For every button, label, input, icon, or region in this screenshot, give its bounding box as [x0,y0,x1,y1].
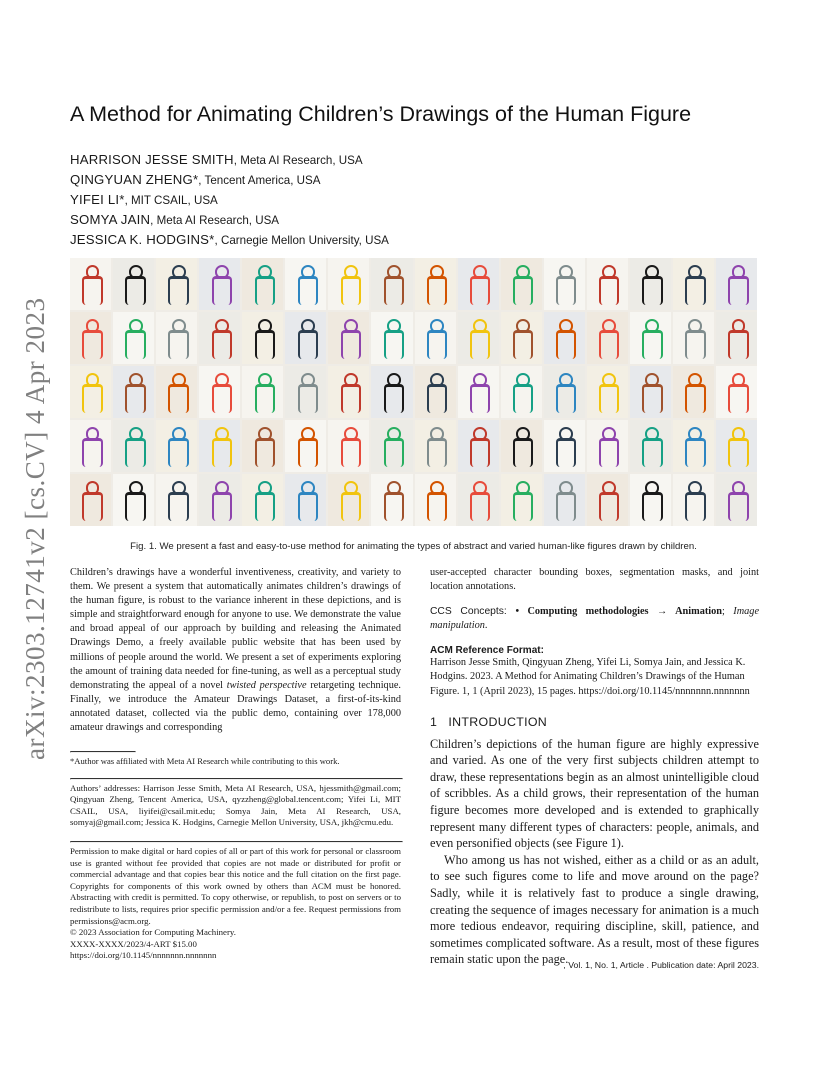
drawing-thumbnail [673,258,714,310]
drawing-thumbnail [501,366,542,418]
drawing-thumbnail [70,258,111,310]
drawing-thumbnail [371,474,412,526]
drawing-thumbnail [587,366,628,418]
drawing-thumbnail [587,312,628,364]
intro-paragraph-2: Who among us has not wished, either as a child or as an adult, to see such figures come to life and move around on the page? Sadly, while it is relatively fast to produce a single drawing, creating the sequence of images necessary for animation is a much more tedious endeavor, requiring discipline, skill, patience, and sometimes complicated software. As a result, most of these figures remain static upon the page. [430,852,759,967]
drawing-thumbnail [285,420,326,472]
abstract-italic: twisted perspective [226,679,307,691]
drawing-thumbnail [70,474,111,526]
drawing-thumbnail [673,312,714,364]
drawing-thumbnail [673,474,714,526]
paper-title: A Method for Animating Children’s Drawings of the Human Figure [70,102,692,126]
intro-paragraph-1: Children’s depictions of the human figure are highly expressive and varied. As one of the very first subjects children attempt to draw, these representations begin as an almost unintelligible cloud of scribbles. As a child grows, their representation of the human figure becomes more developed and is extended to graphically represent many different types of characters: people, animals, and even personified objects (see Figure 1). [430,736,759,851]
drawing-thumbnail [415,258,456,310]
drawing-thumbnail [458,474,499,526]
drawing-thumbnail [285,474,326,526]
footnote-rule [70,751,136,753]
drawing-thumbnail [242,312,283,364]
drawing-thumbnail [501,312,542,364]
drawing-thumbnail [113,420,154,472]
author-affiliation: , MIT CSAIL, USA [124,194,218,208]
drawing-thumbnail [458,366,499,418]
ccs-separator: ; [722,606,734,618]
author-affiliation: , Tencent America, USA [198,174,321,188]
author-name: JESSICA K. HODGINS* [70,232,215,248]
drawing-thumbnail [113,474,154,526]
author-line [70,170,770,190]
abstract-text: Children’s drawings have a wonderful inventiveness, creativity, and variety to them. We present a system that automatically animates children’s drawings of the human figure, is robust to the variance inherent in these depictions, and is simple and straightforward enough for anyone to use. We demonstrate the value and broad appeal of our approach by building and releasing the Animated Drawings Demo, a freely available public website that has been used by millions of people around the world. We present a set of experiments exploring the amount of training data needed for fine-tuning, as well as a perceptual study demonstrating the appeal of a novel [70,567,401,691]
drawing-thumbnail [630,366,671,418]
author-name: HARRISON JESSE SMITH [70,152,234,167]
right-column [430,566,759,968]
ccs-label: CCS Concepts: [430,606,516,618]
drawing-thumbnail [371,312,412,364]
drawing-thumbnail [199,366,240,418]
permission-notice: Permission to make digital or hard copies of all or part of this work for personal or classroom use is granted without fee provided that copies are not made or distributed for profit or commercial advantage and that copies bear this notice and the full citation on the first page. Copyrights for components of this work owned by others than ACM must be honored. Abstracting with credit is permitted. To copy otherwise, or republish, to post on servers or to redistribute to lists, requires prior specific permission and/or a fee. Request permissions from permissions@acm.org. [70,846,401,926]
drawing-thumbnail [199,258,240,310]
acm-reference-heading: ACM Reference Format: [430,645,544,657]
drawing-thumbnail [328,366,369,418]
page-footer: , Vol. 1, No. 1, Article . Publication date: April 2023. [563,960,759,970]
author-line [70,230,770,250]
drawing-thumbnail [113,258,154,310]
ccs-concepts [430,605,759,633]
drawing-thumbnail [156,258,197,310]
author-line [70,190,770,210]
author-affiliation: , Meta AI Research, USA [150,214,280,228]
doi-link[interactable]: https://doi.org/10.1145/nnnnnnn.nnnnnnn [70,950,217,961]
drawing-thumbnail [328,312,369,364]
drawing-thumbnail [156,474,197,526]
drawing-thumbnail [630,312,671,364]
drawing-thumbnail [371,366,412,418]
drawing-thumbnail [70,420,111,472]
drawing-thumbnail [70,366,111,418]
drawing-thumbnail [587,420,628,472]
drawing-thumbnail [458,420,499,472]
drawing-thumbnail [716,474,757,526]
drawing-thumbnail [458,312,499,364]
drawing-thumbnail [242,258,283,310]
author-name: QINGYUAN ZHENG* [70,172,199,188]
ccs-italic-term: Image manipulation [430,606,760,632]
drawing-thumbnail [156,312,197,364]
abstract [70,566,401,735]
drawing-thumbnail [544,258,585,310]
footnote: *Author was affiliated with Meta AI Research while contributing to this work. [70,756,340,767]
drawing-thumbnail [630,258,671,310]
drawing-thumbnail [501,258,542,310]
author-name: YIFEI LI* [70,192,125,208]
drawing-thumbnail [716,258,757,310]
drawing-thumbnail [328,420,369,472]
drawing-thumbnail [458,258,499,310]
author-line [70,210,770,230]
author-addresses: Authors’ addresses: Harrison Jesse Smith, Meta AI Research, USA, hjessmith@gmail.com; Qingyuan Zheng, Tencent America, USA, qyzzheng@global.tencent.com; Yifei Li, MIT CSAIL, USA, liyifei@csail.mit.edu; Somya Jain, Meta AI Research, USA, somyaj@gmail.com; Jessica K. Hodgins, Carnegie Mellon University, USA, jkh@cmu.edu. [70,782,401,828]
drawing-thumbnail [415,366,456,418]
drawing-thumbnail [199,420,240,472]
abstract-text-2: retargeting technique. Finally, we introduce the Amateur Drawings Dataset, a first-of-its-kind annotated dataset, collected via the public demo, containing over 178,000 amateur drawings and corresponding [70,679,401,734]
author-affiliation: , Carnegie Mellon University, USA [214,234,389,248]
drawing-thumbnail [630,420,671,472]
drawing-thumbnail [156,366,197,418]
author-affiliation: , Meta AI Research, USA [233,154,363,167]
arxiv-identifier: arXiv:2303.12741v2 [cs.CV] 4 Apr 2023 [20,297,50,760]
drawing-thumbnail [285,258,326,310]
drawing-thumbnail [716,366,757,418]
drawing-thumbnail [630,474,671,526]
drawing-thumbnail [156,420,197,472]
drawing-thumbnail [285,312,326,364]
drawing-thumbnail [113,366,154,418]
drawing-thumbnail [242,420,283,472]
drawing-thumbnail [716,420,757,472]
left-column [70,566,401,962]
drawing-thumbnail [242,366,283,418]
drawing-thumbnail [415,420,456,472]
address-rule [70,778,403,780]
drawing-thumbnail [113,312,154,364]
drawing-thumbnail [242,474,283,526]
drawing-thumbnail [328,258,369,310]
drawing-thumbnail [716,312,757,364]
drawing-thumbnail [501,420,542,472]
drawing-thumbnail [544,420,585,472]
drawing-thumbnail [673,366,714,418]
drawing-thumbnail [544,474,585,526]
drawing-thumbnail [587,258,628,310]
drawing-thumbnail [415,474,456,526]
ccs-end: . [484,620,488,632]
author-name: SOMYA JAIN [70,212,151,228]
issn-line: XXXX-XXXX/2023/4-ART $15.00 [70,938,197,949]
drawing-thumbnail [415,312,456,364]
section-heading-introduction: 1 INTRODUCTION [430,714,548,729]
drawing-thumbnail [199,312,240,364]
teaser-figure-drawings-grid [70,258,757,526]
drawing-thumbnail [673,420,714,472]
author-list [70,150,770,250]
drawing-thumbnail [371,258,412,310]
drawing-thumbnail [544,366,585,418]
author-line [70,150,770,170]
drawing-thumbnail [587,474,628,526]
drawing-thumbnail [544,312,585,364]
figure-caption: Fig. 1. We present a fast and easy-to-use method for animating the types of abstract and varied human-like figures drawn by children. [130,541,697,552]
drawing-thumbnail [371,420,412,472]
drawing-thumbnail [285,366,326,418]
drawing-thumbnail [328,474,369,526]
drawing-thumbnail [199,474,240,526]
copyright-line: © 2023 Association for Computing Machinery. [70,927,236,938]
drawing-thumbnail [501,474,542,526]
abstract-continued: user-accepted character bounding boxes, segmentation masks, and joint location annotations. [430,567,759,593]
drawing-thumbnail [70,312,111,364]
ccs-bold-term: • Computing methodologies → Animation [515,606,723,618]
acm-reference-text: Harrison Jesse Smith, Qingyuan Zheng, Yifei Li, Somya Jain, and Jessica K. Hodgins. 2023. A Method for Animating Children’s Drawings of the Human Figure. 1, 1 (April 2023), 15 pages. https://doi.org/10.1145/nnnnnnn.nnnnnnn [430,657,750,697]
permission-rule [70,841,403,843]
